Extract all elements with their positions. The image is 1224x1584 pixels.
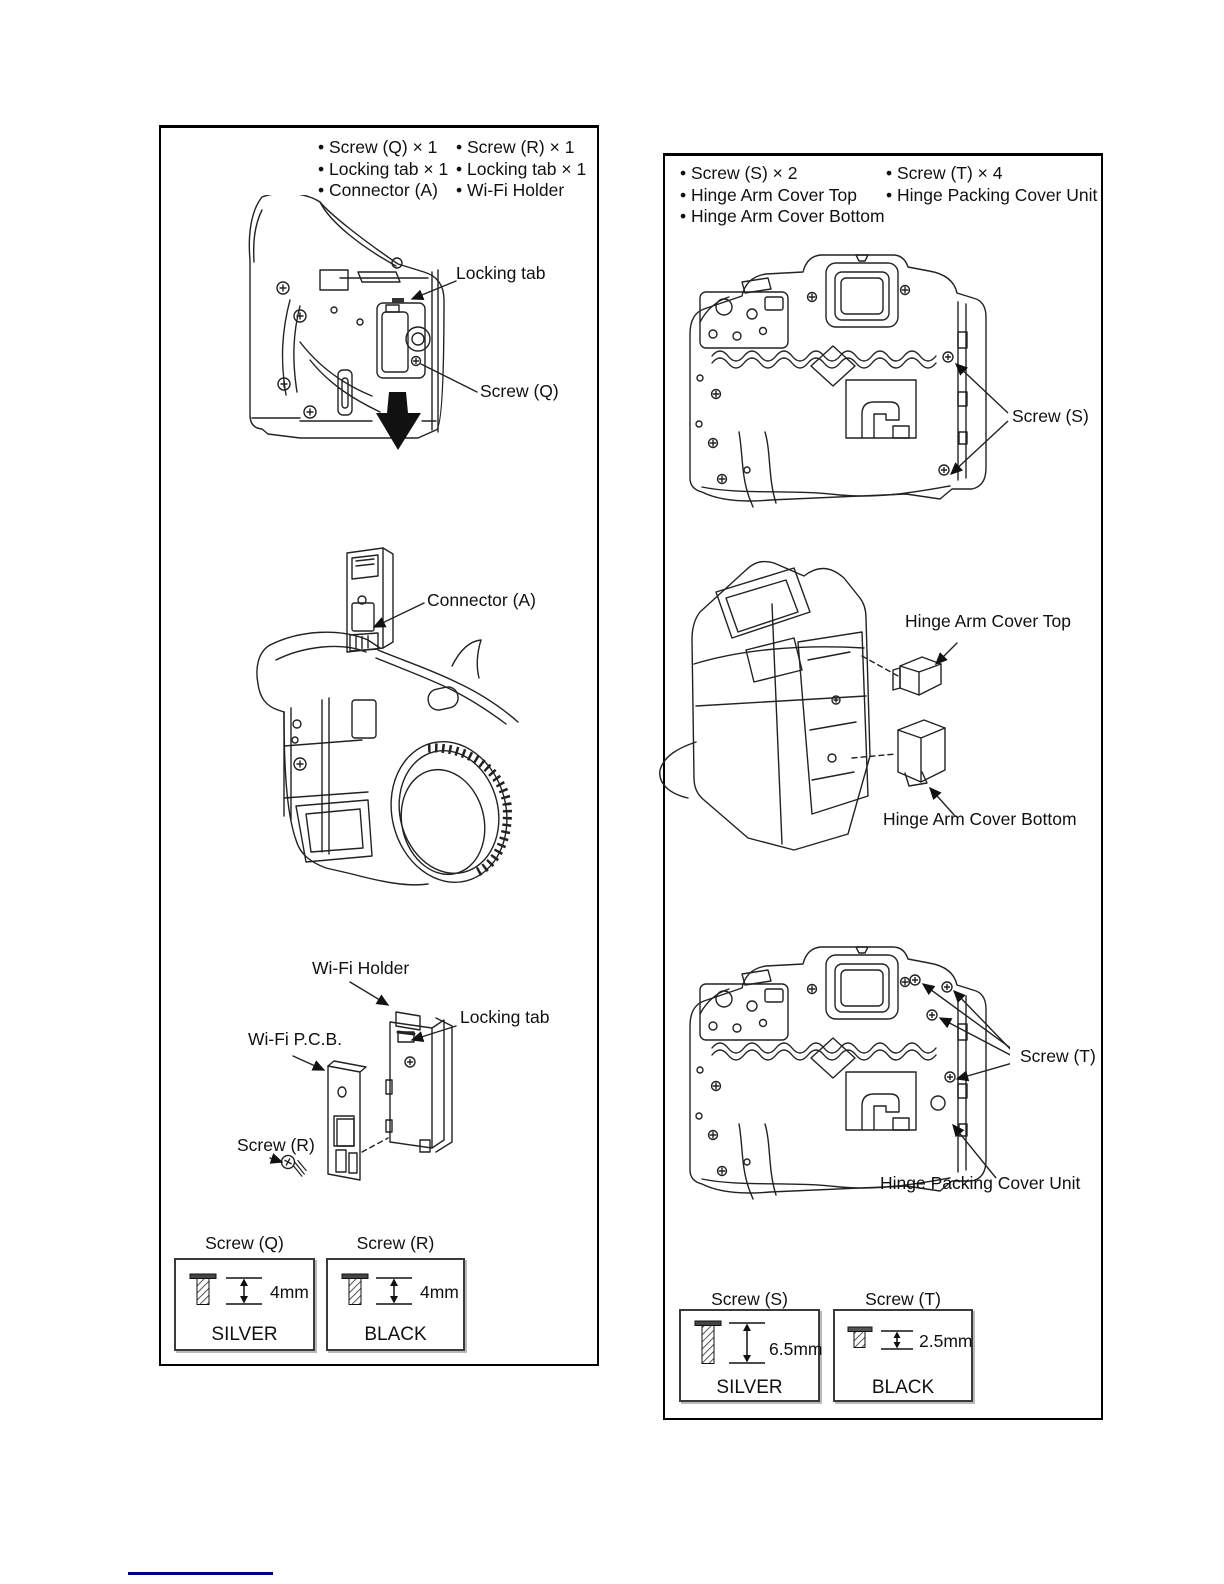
locking-tab-part: [398, 1032, 414, 1034]
parts-list-item: • Screw (T) × 4: [886, 163, 1003, 183]
screw-r-spec-title: Screw (R): [356, 1233, 435, 1253]
screw-icon: [843, 1323, 877, 1359]
hinge-packing-cover-unit-label: Hinge Packing Cover Unit: [880, 1173, 1081, 1193]
screw-icon: [691, 1317, 725, 1371]
parts-list-item: • Wi-Fi Holder: [456, 180, 565, 201]
screw-r-label: Screw (R): [237, 1135, 315, 1155]
dimension-arrow: [224, 1268, 264, 1316]
dimension-arrow: [727, 1317, 767, 1371]
screw-color-value: SILVER: [211, 1324, 278, 1345]
wifi-pcb-label: Wi-Fi P.C.B.: [248, 1029, 342, 1049]
hinge-arm-cover-bottom-label: Hinge Arm Cover Bottom: [883, 809, 1077, 829]
screw-r-spec-box: [326, 1258, 465, 1351]
screw-length-value: 2.5mm: [919, 1331, 973, 1351]
connector-a-leader-line: [374, 603, 424, 627]
screw-length-value: 4mm: [270, 1282, 309, 1302]
parts-list-item: • Connector (A): [318, 180, 438, 201]
screw-s-spec-title: Screw (S): [711, 1289, 788, 1309]
wifi-holder-leader-line: [350, 982, 388, 1005]
parts-list-item: • Hinge Arm Cover Bottom: [680, 206, 885, 227]
locking-tab-leader-line: [412, 281, 456, 299]
camera-rear-chassis-diagram-screw-t: [670, 937, 1010, 1207]
parts-list-item: • Locking tab × 1: [318, 158, 449, 179]
right-parts-list-col2: [886, 163, 1097, 206]
lens-mount-ring: [377, 729, 522, 894]
locking-tab-leader-line: [412, 1026, 456, 1040]
screw-r-leader-line: [270, 1158, 282, 1162]
parts-list-item: • Screw (R) × 1: [456, 137, 575, 157]
parts-list-item: • Screw (Q) × 1: [318, 137, 438, 157]
left-parts-list-col2: [456, 137, 586, 202]
locking-tab-label: Locking tab: [460, 1007, 550, 1027]
screw-s-leader-line: [951, 421, 1008, 474]
locking-tab-part: [392, 298, 404, 303]
hinge-packing-cover-part: [931, 1096, 945, 1110]
wifi-pcb-leader-line: [293, 1056, 324, 1070]
screw-s-label: Screw (S): [1012, 406, 1089, 426]
screw-t-spec-title: Screw (T): [865, 1289, 941, 1309]
right-parts-list-col1: [680, 163, 885, 228]
connector-a-label: Connector (A): [427, 590, 536, 610]
hinge-packing-leader-line: [953, 1125, 996, 1178]
parts-list-item: • Locking tab × 1: [456, 158, 587, 179]
screw-icon: [186, 1268, 220, 1316]
parts-list-item: • Hinge Arm Cover Top: [680, 184, 857, 205]
wifi-holder-label: Wi-Fi Holder: [312, 958, 410, 978]
screw-icon: [338, 1268, 372, 1316]
screw-length-value: 6.5mm: [769, 1339, 823, 1359]
removal-direction-arrow: [376, 392, 421, 450]
hinge-arm-cover-top-part: [893, 657, 941, 695]
camera-rear-chassis-diagram-screw-s: [670, 245, 1010, 515]
screw-length-value: 4mm: [420, 1282, 459, 1302]
screw-t-spec-box: [833, 1309, 973, 1402]
screw-t-label: Screw (T): [1020, 1046, 1096, 1066]
screw-r-part: [279, 1153, 309, 1177]
hinge-arm-cover-top-leader-line: [936, 643, 957, 664]
screw-q-leader-line: [421, 364, 477, 392]
locking-tab-label: Locking tab: [456, 263, 546, 283]
parts-list-item: • Hinge Packing Cover Unit: [886, 184, 1098, 205]
screw-color-value: BLACK: [364, 1324, 427, 1345]
hinge-arm-cover-bottom-part: [898, 720, 945, 786]
parts-list-item: • Screw (S) × 2: [680, 163, 798, 183]
dimension-arrow: [879, 1323, 915, 1359]
screw-q-label: Screw (Q): [480, 381, 559, 401]
footer-link-rule: [128, 1572, 273, 1575]
screw-q-spec-title: Screw (Q): [205, 1233, 284, 1253]
hinge-arm-cover-top-label: Hinge Arm Cover Top: [905, 611, 1072, 631]
screw-q-spec-box: [174, 1258, 315, 1351]
screw-color-value: BLACK: [871, 1377, 935, 1398]
camera-side-interior-diagram: [165, 195, 495, 465]
screw-color-value: SILVER: [716, 1377, 783, 1398]
screw-t-leader-line: [957, 1062, 1010, 1079]
left-parts-list-col1: [318, 137, 448, 202]
wifi-pcb-part: [328, 1061, 366, 1180]
screw-s-spec-box: [679, 1309, 823, 1402]
dimension-arrow: [374, 1268, 414, 1316]
screw-t-leader-line: [954, 991, 1010, 1055]
